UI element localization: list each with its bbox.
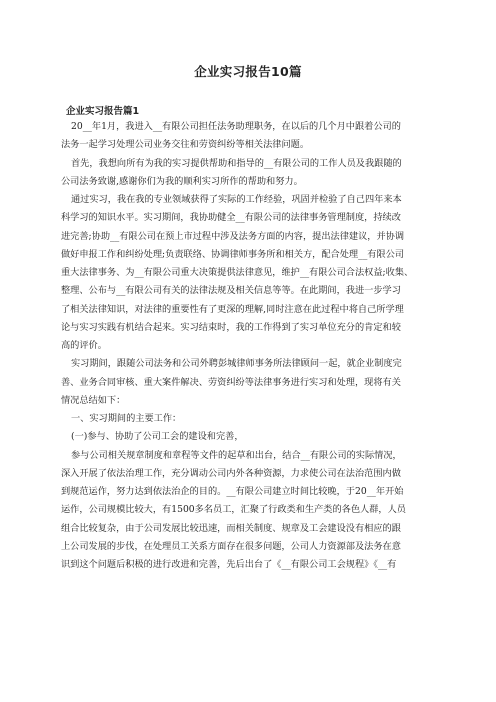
paragraph-line: 了相关法律知识，对法律的重要性有了更深的理解,同时注意在此过程中将自己所学理: [61, 303, 404, 315]
paragraph-line: 上公司发展的步伐，在处理员工关系方面存在很多问题，公司人力资源部及法务在意: [61, 540, 401, 552]
paragraph-line: 整理、公布与__有限公司有关的法律法规及相关信息等等。在此期间，我进一步学习: [61, 285, 401, 297]
paragraph-line: 善、业务合同审核、重大案件解决、劳资纠纷等法律事务进行实习和处理，现将有关: [61, 376, 401, 388]
section-heading: 企业实习报告篇1: [66, 106, 140, 117]
document-title: 企业实习报告10篇: [194, 64, 302, 79]
paragraph-line: 公司法务致谢,感谢你们为我的顺利实习所作的帮助和努力。: [61, 175, 303, 187]
paragraph-line: 首先，我想向所有为我的实习提供帮助和指导的__有限公司的工作人员及我跟随的: [71, 157, 402, 169]
paragraph-line: 识到这个问题后积极的进行改进和完善，先后出台了《__有限公司工会规程》《__有: [61, 559, 397, 570]
paragraph-line: 一、实习期间的主要工作：: [71, 413, 182, 424]
paragraph-line: 深入开展了依法治理工作，充分调动公司内外各种资源，力求使公司在法治范围内做: [61, 467, 401, 479]
paragraph-line: 组合比较复杂，由于公司发展比较迅速，而相关制度、规章及工会建设没有相应的跟: [61, 522, 401, 534]
paragraph-line: 论与实习实践有机结合起来。实习结束时，我的工作得到了实习单位充分的肯定和较: [61, 321, 401, 333]
paragraph-line: 高的评价。: [61, 340, 107, 351]
paragraph-line: 运作，公司规模比较大，有1500多名员工，汇聚了行政类和生产类的各色人群，人员: [61, 504, 406, 516]
paragraph-line: 做好申报工作和纠纷处理;负责联络、协调律师事务所和相关方，配合处理__有限公司: [61, 248, 405, 260]
paragraph-line: 科学习的知识水平。实习期间，我协助健全__有限公司的法律事务管理制度，持续改: [61, 212, 401, 224]
paragraph-line: 实习期间，跟随公司法务和公司外聘彭城律师事务所法律顾问一起，就企业制度完: [71, 358, 402, 370]
paragraph-line: 进完善;协助__有限公司在预上市过程中涉及法务方面的内容，提出法律建议，并协调: [61, 230, 405, 242]
paragraph-line: 情况总结如下：: [61, 394, 126, 406]
paragraph-line: 到规范运作，努力达到依法治企的目的。__有限公司建立时间比较晚，于20__年开始: [61, 486, 404, 497]
paragraph-line: 法务一起学习处理公司业务交往和劳资纠纷等相关法律问题。: [61, 139, 310, 151]
paragraph-line: 参与公司相关规章制度和章程等文件的起草和出台，结合__有限公司的实际情况，: [71, 449, 402, 461]
paragraph-line: (一)参与、协助了公司工会的建设和完善，: [71, 431, 244, 443]
paragraph-line: 20__年1月，我进入__有限公司担任法务助理职务，在以后的几个月中跟着公司的: [71, 121, 401, 132]
document-body: [61, 118, 437, 574]
paragraph-line: 通过实习，我在我的专业领域获得了实际的工作经验，巩固并检验了自己四年来本: [71, 194, 402, 205]
paragraph-line: 重大法律事务、为__有限公司重大决策提供法律意见，维护__有限公司合法权益;收集、: [61, 267, 414, 278]
